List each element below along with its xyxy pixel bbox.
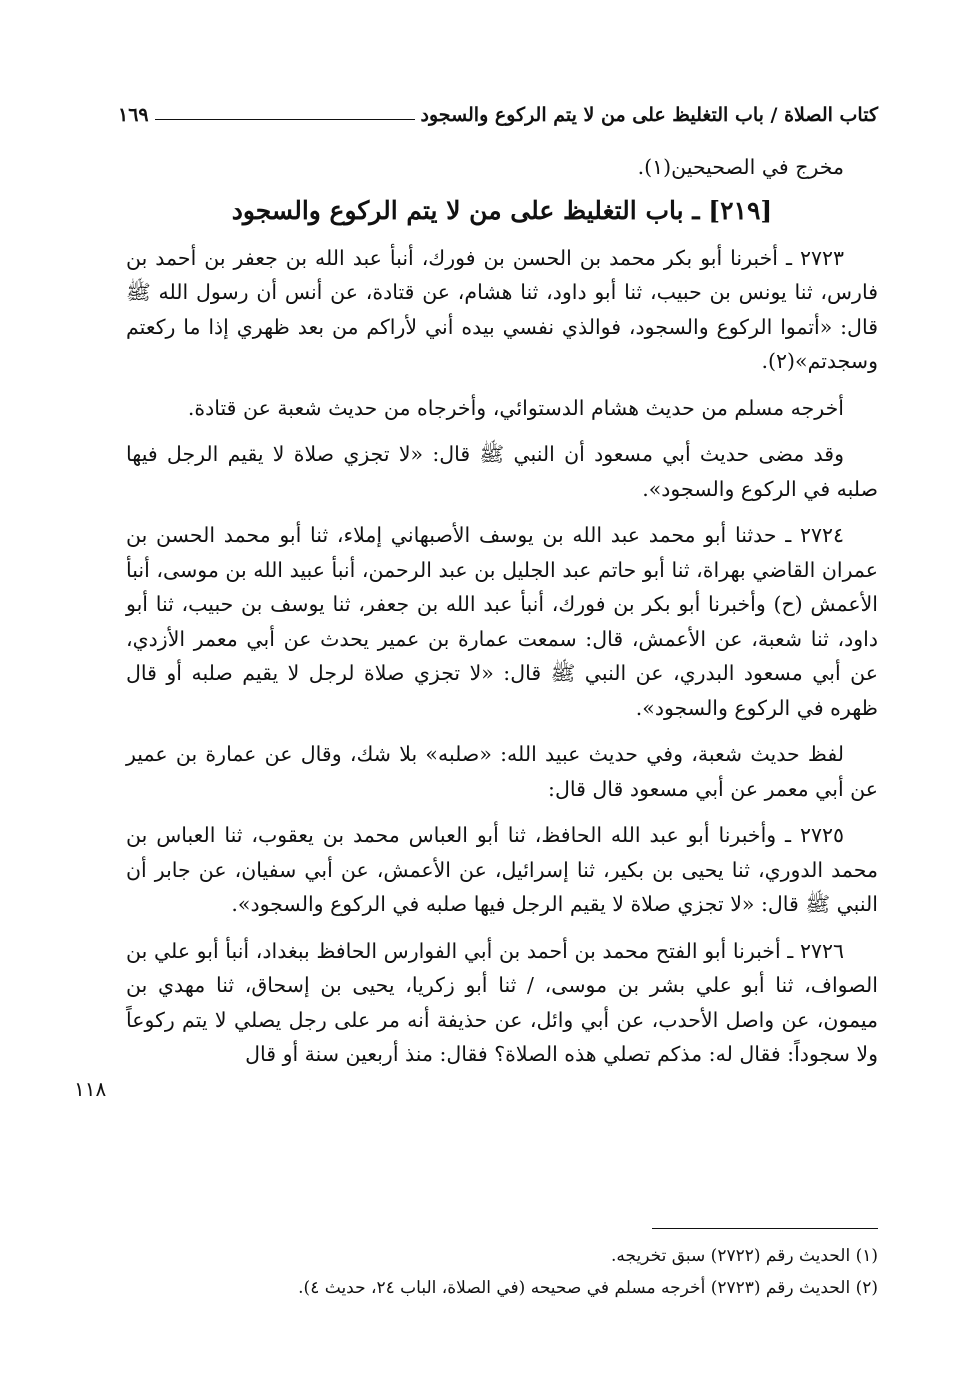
commentary-lafz: لفظ حديث شعبة، وفي حديث عبيد الله: «صلبه» بلا شك، وقال عن عمارة بن عمير عن أبي معمر عن أبي مسعود قال قال: — [126, 742, 878, 801]
hadith-2725: ٢٧٢٥ ـ وأخبرنا أبو عبد الله الحافظ، ثنا أبو العباس محمد بن يعقوب، ثنا العباس بن محمد الدوري، ثنا يحيى بن بكير، ثنا إسرائيل، عن الأعمش، عن أبي سفيان، عن جابر أن النبي ﷺ قال: «لا تجزي صلاة لا يقيم الرجل فيها صلبه في الركوع والسجود». — [126, 823, 878, 916]
hadith-2726: ٢٧٢٦ ـ أخبرنا أبو الفتح محمد بن أحمد بن أبي الفوارس الحافظ ببغداد، أنبأ أبو علي بن الصواف، ثنا أبو علي بشر بن موسى، / ثنا أبو زكريا، يحيى بن إسحاق، ثنا مهدي بن ميمون، عن واصل الأحدب، عن أبي وائل، عن حذيفة أنه مر على رجل يصلي لا يتم ركوعاً ولا سجوداً: فقال له: مذكم تصلي هذه الصلاة؟ فقال: منذ أربعين سنة أو قال — [126, 938, 878, 1066]
hadith-2723: ٢٧٢٣ ـ أخبرنا أبو بكر محمد بن الحسن بن فورك، أنبأ عبد الله بن جعفر بن أحمد بن فارس، ثنا يونس بن حبيب، ثنا أبو داود، ثنا هشام، عن قتادة، عن أنس أن رسول الله ﷺ قال: «أتموا الركوع والسجود، فوالذي نفسي بيده أني لأراكم من بعد ظهري إذا ما ركعتم وسجدتم»(٢). — [126, 245, 878, 373]
commentary-madaa: وقد مضى حديث أبي مسعود أن النبي ﷺ قال: «لا تجزي صلاة لا يقيم الرجل فيها صلبه في الركوع والسجود». — [126, 442, 878, 501]
footnotes — [300, 1240, 878, 1304]
page-number: ١٦٩ — [118, 104, 149, 126]
commentary-muslim: أخرجه مسلم من حديث هشام الدستوائي، وأخرجاه من حديث شعبة عن قتادة. — [187, 395, 844, 420]
running-header — [118, 92, 878, 126]
hadith-2724: ٢٧٢٤ ـ حدثنا أبو محمد عبد الله بن يوسف الأصبهاني إملاء، ثنا أبو محمد الحسن بن عمران القاضي بهراة، ثنا أبو حاتم عبد الجليل بن عبد الرحمن، أنبأ عبيد الله بن موسى، أنبأ الأعمش (ح) وأخبرنا أبو بكر بن فورك، أنبأ عبد الله بن جعفر، ثنا يوسف بن حبيب، ثنا أبو داود، ثنا شعبة، عن الأعمش، قال: سمعت عمارة بن عمير يحدث عن أبي معمر الأزدي، عن أبي مسعود البدري، عن النبي ﷺ قال: «لا تجزي صلاة لرجل لا يقيم صلبه أو قال ظهره في الركوع والسجود». — [126, 523, 878, 720]
header-rule — [155, 119, 415, 120]
chapter-heading: [٢١٩] ـ باب التغليظ على من لا يتم الركوع والسجود — [231, 195, 773, 225]
intro-line: مخرج في الصحيحين(١). — [637, 155, 844, 179]
footnote-divider — [652, 1228, 878, 1229]
main-text — [126, 150, 878, 1084]
footnote-2: (٢) الحديث رقم (٢٧٢٣) أخرجه مسلم في صحيحه (في الصلاة، الباب ٢٤، حديث ٤). — [298, 1278, 878, 1298]
header-title: كتاب الصلاة / باب التغليظ على من لا يتم الركوع والسجود — [420, 104, 878, 126]
footnote-1: (١) الحديث رقم (٢٧٢٢) سبق تخريجه. — [611, 1246, 878, 1266]
margin-reference: ١١٨ — [74, 1077, 107, 1101]
